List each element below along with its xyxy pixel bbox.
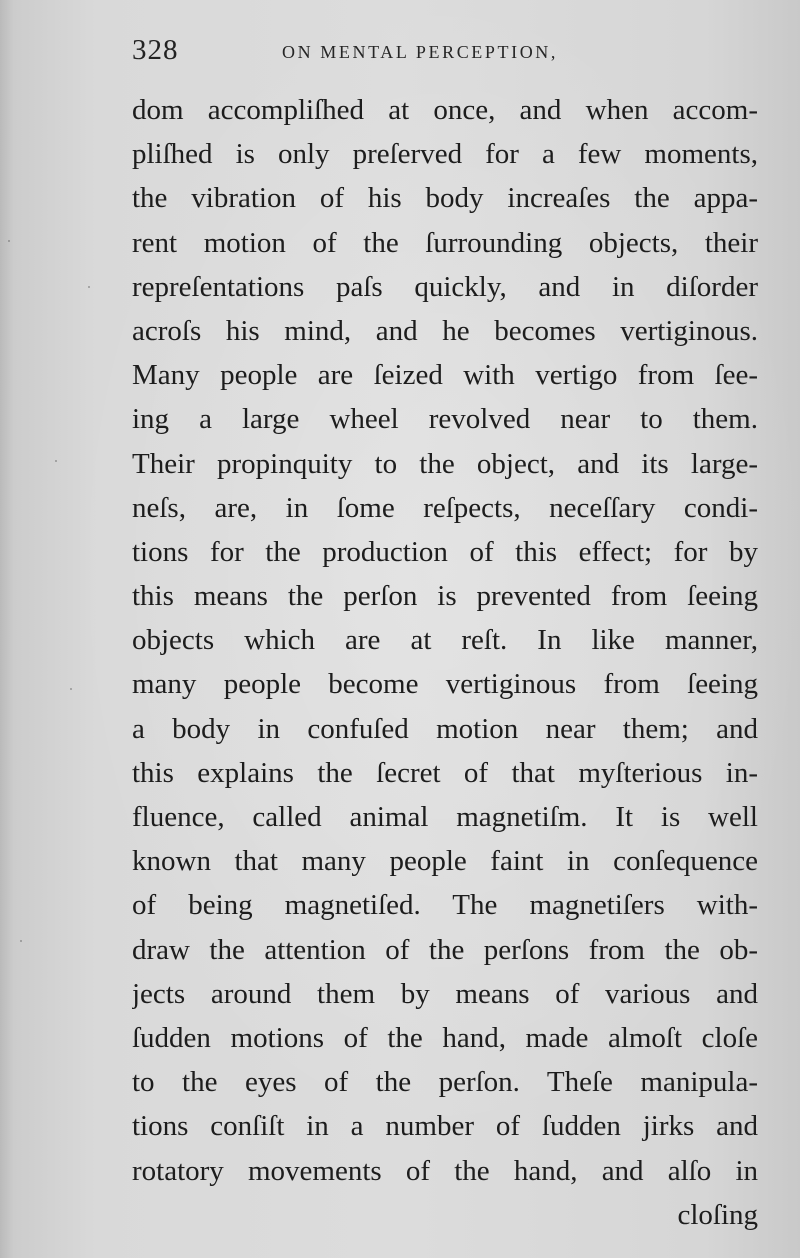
text-line: ing a large wheel revolved near to them. <box>132 403 758 436</box>
paper-speck <box>88 286 90 288</box>
paper-speck <box>20 940 22 942</box>
text-line: Many people are ſeized with vertigo from ſee- <box>132 359 758 392</box>
text-line: many people become vertiginous from ſeeing <box>132 668 758 701</box>
text-line: to the eyes of the perſon. Theſe manipula- <box>132 1066 758 1099</box>
text-line: this explains the ſecret of that myſterious in- <box>132 756 758 789</box>
text-line: repreſentations paſs quickly, and in diſorder <box>132 270 758 303</box>
paper-speck <box>55 460 57 462</box>
text-line: this means the perſon is prevented from ſeeing <box>132 580 758 613</box>
text-line: the vibration of his body increaſes the appa- <box>132 182 758 215</box>
text-line: acroſs his mind, and he becomes vertiginous. <box>132 314 758 347</box>
text-line: draw the attention of the perſons from the ob- <box>132 933 758 966</box>
text-line: Their propinquity to the object, and its large- <box>132 447 758 480</box>
text-line: ſudden motions of the hand, made almoſt cloſe <box>132 1021 758 1054</box>
text-line: fluence, called animal magnetiſm. It is well <box>132 801 758 833</box>
text-line: rent motion of the ſurrounding objects, their <box>132 226 758 259</box>
text-line: known that many people faint in conſequence <box>132 845 758 878</box>
body-text <box>132 88 758 1237</box>
text-line: objects which are at reſt. In like manner, <box>132 624 758 657</box>
paper-speck <box>8 240 10 242</box>
text-line: neſs, are, in ſome reſpects, neceſſary condi- <box>132 491 758 524</box>
running-head: ON MENTAL PERCEPTION, <box>282 42 558 62</box>
paper-speck <box>70 688 72 690</box>
page-number: 328 <box>132 34 179 66</box>
catchword: cloſing <box>677 1198 758 1231</box>
page-header <box>132 34 762 74</box>
text-line: of being magnetiſed. The magnetiſers with- <box>132 889 758 922</box>
text-line: pliſhed is only preſerved for a few moments, <box>132 138 758 171</box>
text-line: jects around them by means of various and <box>132 977 758 1010</box>
text-line: a body in confuſed motion near them; and <box>132 712 758 745</box>
spine-shadow <box>0 0 14 1258</box>
text-line: dom accompliſhed at once, and when accom- <box>132 94 758 126</box>
text-line: tions for the production of this effect; for by <box>132 535 758 568</box>
text-line: rotatory movements of the hand, and alſo in <box>132 1154 758 1187</box>
text-line: tions conſiſt in a number of ſudden jirks and <box>132 1110 758 1143</box>
